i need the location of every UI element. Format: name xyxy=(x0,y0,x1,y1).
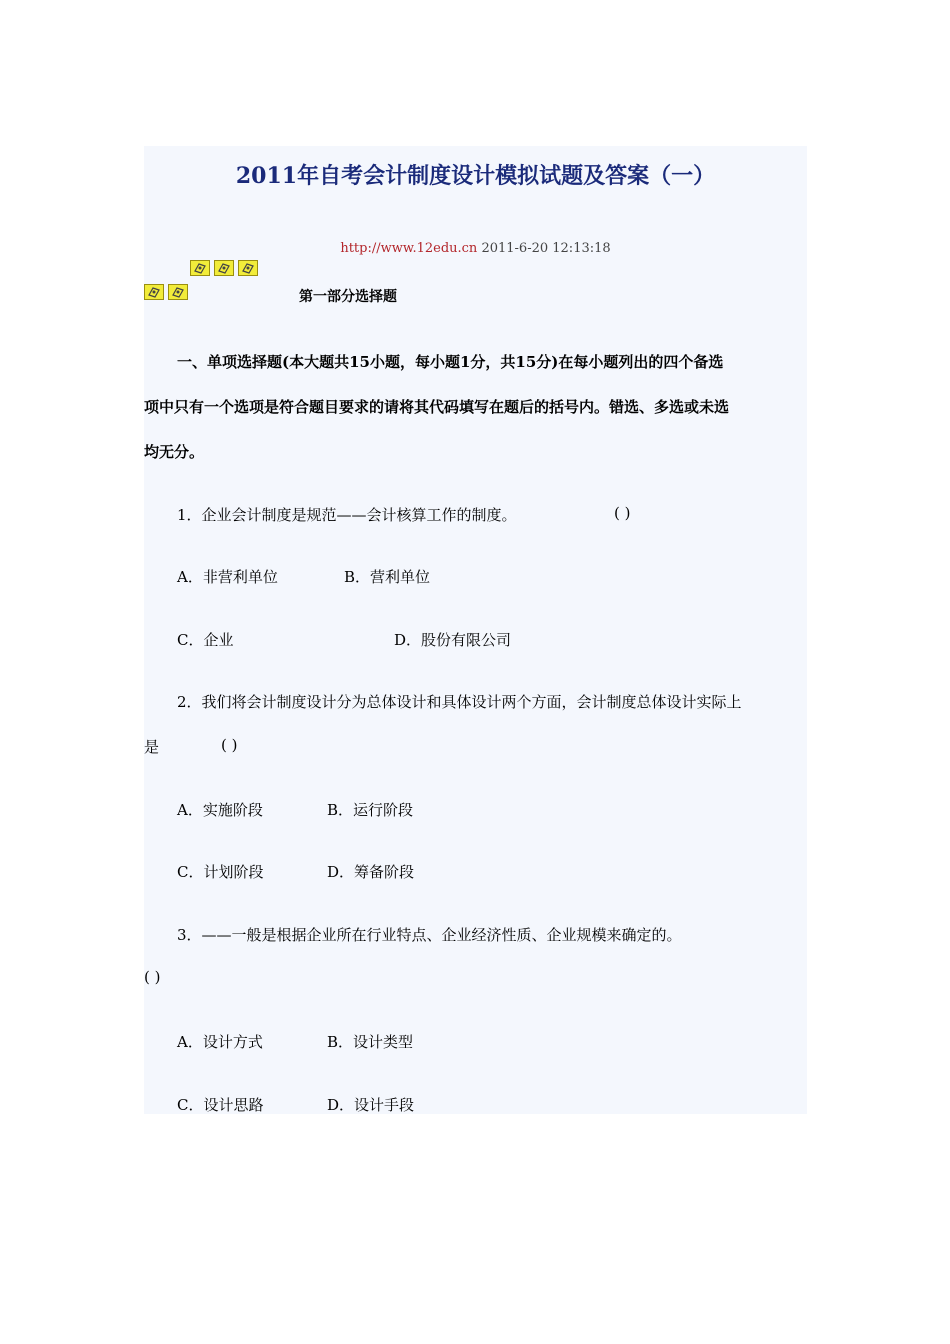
article-meta xyxy=(144,241,807,256)
article-panel xyxy=(144,146,807,1114)
rating-icon xyxy=(238,260,258,276)
instructions-line: 一、单项选择题(本大题共15小题，每小题1分，共15分)在每小题列出的四个备选 xyxy=(177,353,724,371)
option-b: B．设计类型 xyxy=(327,1033,414,1051)
option-c: C．计划阶段 xyxy=(177,863,264,881)
option-d: D．筹备阶段 xyxy=(327,863,415,881)
instructions-line: 均无分。 xyxy=(144,443,205,461)
source-link[interactable]: http://www.12edu.cn xyxy=(340,241,478,256)
option-a: A．设计方式 xyxy=(177,1033,263,1051)
option-b: B．运行阶段 xyxy=(327,801,414,819)
option-b: B．营利单位 xyxy=(344,568,431,586)
rating-icon xyxy=(168,284,188,300)
rating-icon xyxy=(144,284,164,300)
instructions-line: 项中只有一个选项是符合题目要求的请将其代码填写在题后的括号内。错选、多选或未选 xyxy=(144,398,730,416)
question-1-stem: 1．企业会计制度是规范——会计核算工作的制度。 xyxy=(177,506,517,524)
answer-parentheses: ( ) xyxy=(614,504,631,522)
section-title: 第一部分选择题 xyxy=(299,289,397,305)
answer-parentheses: ( ) xyxy=(144,968,161,986)
publish-date: 2011-6-20 12:13:18 xyxy=(481,241,611,256)
article-title: 2011年自考会计制度设计模拟试题及答案（一） xyxy=(235,163,716,189)
toolbar-icons-bottom xyxy=(144,284,188,300)
rating-icon xyxy=(190,260,210,276)
option-c: C．设计思路 xyxy=(177,1096,264,1114)
option-a: A．非营利单位 xyxy=(177,568,278,586)
question-2-stem: 2．我们将会计制度设计分为总体设计和具体设计两个方面，会计制度总体设计实际上 xyxy=(177,693,742,711)
toolbar-icons-top xyxy=(190,260,258,276)
option-a: A．实施阶段 xyxy=(177,801,263,819)
rating-icon xyxy=(214,260,234,276)
option-d: D．股份有限公司 xyxy=(394,631,512,649)
answer-parentheses: ( ) xyxy=(221,736,238,754)
option-c: C．企业 xyxy=(177,631,234,649)
question-3-stem: 3．——一般是根据企业所在行业特点、企业经济性质、企业规模来确定的。 xyxy=(177,926,682,944)
option-d: D．设计手段 xyxy=(327,1096,415,1114)
question-2-stem-cont: 是 xyxy=(144,738,160,756)
